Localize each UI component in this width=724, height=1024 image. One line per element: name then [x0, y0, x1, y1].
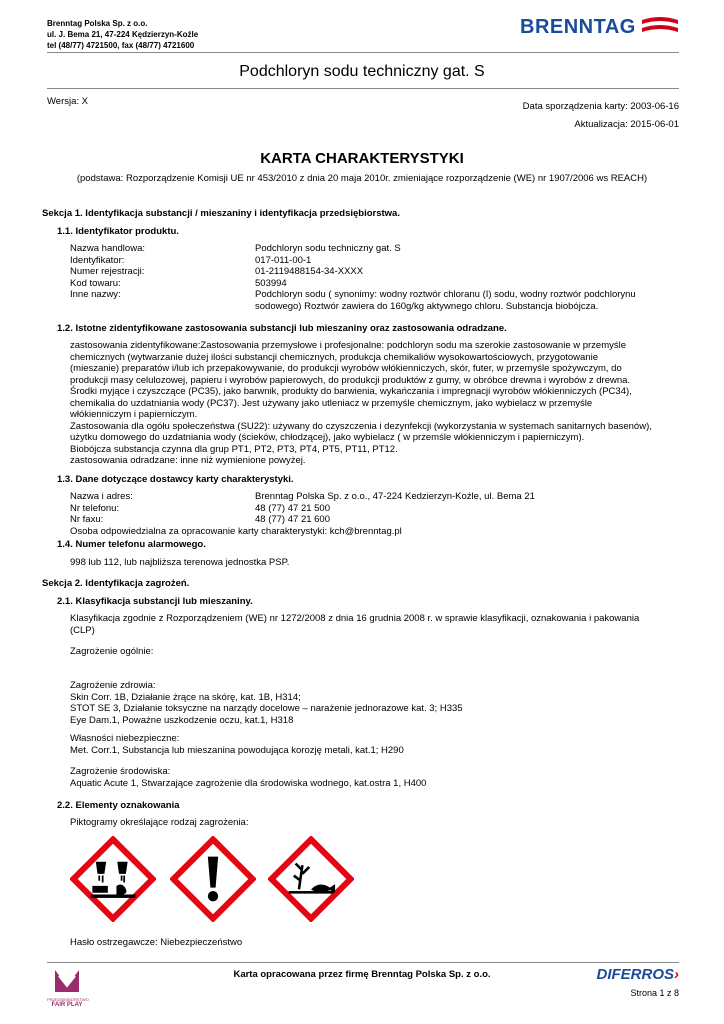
contact-line	[70, 526, 402, 538]
signal-word: Hasło ostrzegawcze: Niebezpieczeństwo	[70, 937, 243, 948]
text-line: Własności niebezpieczne:	[70, 733, 180, 744]
company-name: Brenntag Polska Sp. z o.o.	[47, 19, 148, 28]
date-created: Data sporządzenia karty: 2003-06-16	[522, 101, 679, 112]
company-phone: tel (48/77) 4721500, fax (48/77) 4721600	[47, 41, 195, 50]
section14-title: 1.4. Numer telefonu alarmowego.	[57, 539, 206, 550]
text-line: STOT SE 3, Działanie toksyczne na narządy docelowe – narażenie jednorazowe kat. 3; H335	[70, 703, 463, 714]
corrosion-pictogram-icon	[70, 836, 156, 922]
physical-hazard-block	[70, 733, 690, 756]
kv-key: Nr faxu:	[70, 514, 104, 525]
kv-value: 48 (77) 47 21 600	[255, 514, 331, 525]
text-line: Zagrożenie środowiska:	[70, 766, 171, 777]
section1-title: Sekcja 1. Identyfikacja substancji / mieszaniny i identyfikacja przedsiębiorstwa.	[42, 208, 400, 219]
kv-key: Nr telefonu:	[70, 502, 120, 514]
section21-title: 2.1. Klasyfikacja substancji lub mieszaniny.	[57, 596, 253, 607]
supplier-table	[70, 491, 535, 537]
kv-row	[70, 514, 402, 526]
fair-play-caption: PRZEDSIĘBIORSTWO	[47, 997, 89, 1002]
footer-divider	[47, 962, 679, 963]
environment-pictogram-icon	[268, 836, 354, 922]
section13-title: 1.3. Dane dotyczące dostawcy karty charakterystyki.	[57, 474, 294, 485]
kv-value: sodowego) Roztwór zawiera do 160g/kg aktywnego chloru. Substancja biobójcza.	[255, 300, 599, 312]
section12-title: 1.2. Istotne zidentyfikowane zastosowania substancji lub mieszaniny oraz zastosowania odradzane.	[57, 323, 507, 334]
company-header	[47, 18, 198, 51]
kv-key: Inne nazwy:	[70, 289, 121, 300]
text-line: Skin Corr. 1B, Działanie żrące na skórę, kat. 1B, H314;	[70, 691, 301, 703]
kv-row	[70, 503, 402, 515]
text-line: Aquatic Acute 1, Stwarzające zagrożenie dla środowiska wodnego, kat.ostra 1, H400	[70, 777, 427, 789]
brenntag-swoosh-icon	[640, 14, 680, 40]
text-line: Zagrożenie zdrowia:	[70, 680, 156, 691]
health-hazard-block	[70, 680, 690, 726]
kv-value: 017-011-00-1	[255, 254, 312, 266]
kv-value: 01-2119488154-34-XXXX	[255, 266, 364, 277]
diferros-logo-text: DIFERROS	[596, 966, 674, 983]
date-updated: Aktualizacja: 2015-06-01	[574, 119, 679, 130]
text-line: włókienniczym i papierniczym.	[70, 409, 198, 420]
exclamation-pictogram-icon	[170, 836, 256, 922]
version-label: Wersja: X	[47, 96, 89, 107]
kv-row	[70, 491, 535, 503]
text-line: Biobójcza substancja czynna dla grup PT1, PT2, PT3, PT4, PT5, PT11, PT12.	[70, 443, 398, 455]
contact-email-text: Osoba odpowiedzialna za opracowanie karty charakterystyki: kch@brenntag.pl	[70, 525, 402, 537]
pictograms-label: Piktogramy określające rodzaj zagrożenia:	[70, 817, 249, 828]
text-line: produkcji masy celulozowej, papieru i wyrobów papierowych, do produkcji produktów z gumy, w obróbce drewna i wyrobów z drewna.	[70, 374, 631, 386]
header-divider	[47, 52, 679, 53]
diferros-arrow-icon: ›	[674, 966, 679, 983]
kv-value: Podchloryn sodu techniczny gat. S	[255, 243, 401, 254]
classification-text	[70, 613, 690, 636]
fair-play-title: FAIR PLAY	[51, 1002, 83, 1008]
company-address: ul. J. Bema 21, 47-224 Kędzierzyn-Koźle	[47, 30, 199, 39]
text-line: chemicznych (wytwarzanie dużej ilości substancji chemicznych, produkcja chemikaliów wysokowartościowych, przygotowanie	[70, 351, 598, 363]
text-line: Zastosowania dla ogółu społeczeństwa (SU22): używany do czyszczenia i dezynfekcji (wykorzystania w systemach sanitarnych basenów),	[70, 420, 652, 432]
prepared-by: Karta opracowana przez firmę Brenntag Polska Sp. z o.o.	[233, 969, 491, 980]
kv-key: Numer rejestracji:	[70, 266, 145, 277]
kv-value: 48 (77) 47 21 500	[255, 502, 331, 514]
title-divider	[47, 88, 679, 89]
kv-key: Nazwa handlowa:	[70, 243, 145, 254]
brenntag-logo-text: BRENNTAG	[520, 16, 636, 38]
text-line: Eye Dam.1, Poważne uszkodzenie oczu, kat.1, H318	[70, 714, 294, 726]
kv-value: Podchloryn sodu ( synonimy: wodny roztwór chloranu (I) sodu, wodny roztwór podchlorynu	[255, 289, 636, 300]
emergency-text: 998 lub 112, lub najbliższa terenowa jednostka PSP.	[70, 557, 290, 568]
dates-block	[523, 98, 679, 134]
text-line: chemikalia do uzdatniania wody (PC37). Jest używany jako utleniacz w przemyśle chemicznym, jako wybielacz w przemyśle	[70, 397, 593, 409]
environment-hazard-block	[70, 766, 690, 789]
kv-key: Identyfikator:	[70, 254, 125, 266]
legal-basis: (podstawa: Rozporządzenie Komisji UE nr 453/2010 z dnia 20 maja 2010r. zmieniające rozporządzenie (WE) nr 1907/2006 ws REACH)	[76, 173, 648, 184]
text-line: Klasyfikacja zgodnie z Rozporządzeniem (WE) nr 1272/2008 z dnia 16 grudnia 2008 r. w sprawie klasyfikacji, oznakowania i pakowania	[70, 613, 640, 624]
section11-title: 1.1. Identyfikator produktu.	[57, 226, 179, 237]
general-hazard-label: Zagrożenie ogólnie:	[70, 646, 154, 657]
section2-title: Sekcja 2. Identyfikacja zagrożeń.	[42, 578, 190, 589]
text-line: Met. Corr.1, Substancja lub mieszanina powodująca korozję metali, kat.1; H290	[70, 744, 404, 756]
text-line: (CLP)	[70, 624, 95, 636]
text-line: zastosowania odradzane: inne niż wymienione powyżej.	[70, 455, 306, 466]
diferros-logo	[596, 966, 679, 983]
uses-paragraph	[70, 340, 690, 467]
document-title: KARTA CHARAKTERYSTYKI	[260, 150, 464, 167]
section22-title: 2.2. Elementy oznakowania	[57, 800, 180, 811]
kv-key: Kod towaru:	[70, 277, 121, 289]
product-title: Podchloryn sodu techniczny gat. S	[239, 63, 485, 80]
text-line: (mieszanie) preparatów i/lub ich przepakowywanie, do produkcji wyrobów włókienniczych, skór, futer, w przemyśle spożywczym, do	[70, 363, 622, 374]
kv-value: 503994	[255, 277, 287, 289]
kv-value: Brenntag Polska Sp. z o.o., 47-224 Kedzierzyn-Koźle, ul. Bema 21	[255, 491, 535, 502]
kv-key: Nazwa i adres:	[70, 491, 133, 502]
text-line: Środki myjące i czyszczące (PC35), jako barwnik, produkty do barwienia, wykańczania i impregnacji wyrobów włókienniczych (PC34),	[70, 386, 632, 397]
text-line: użytku domowego do uzdatniania wody (ścieków, chłodzącej), jako wybielacz ( w przemśle włókienniczym i papierniczym).	[70, 432, 585, 443]
text-line: zastosowania zidentyfikowane:Zastosowania przemysłowe i profesjonalne: podchloryn sodu ma szerokie zastosowanie w przemyśle	[70, 340, 627, 351]
page-number: Strona 1 z 8	[630, 988, 679, 998]
brenntag-logo	[520, 14, 680, 42]
